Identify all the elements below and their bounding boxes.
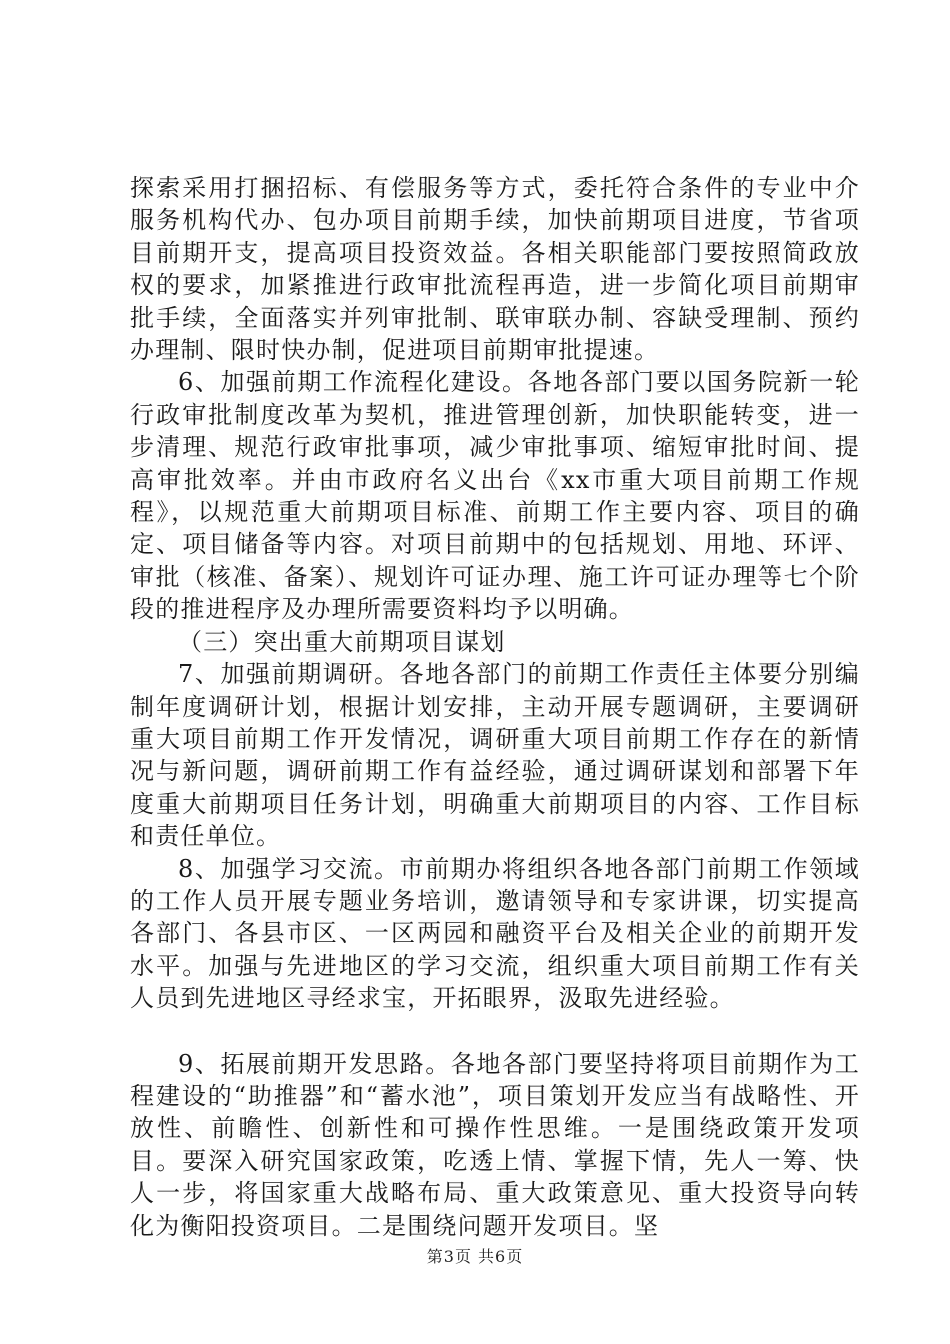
page-number-label: 第3页 共6页: [426, 1247, 524, 1266]
section-heading-3: （三）突出重大前期项目谋划: [178, 627, 506, 656]
paragraph-item-7: 7、加强前期调研。各地各部门的前期工作责任主体要分别编制年度调研计划，根据计划安排，主动开展专题调研，主要调研重大项目前期工作开发情况，调研重大项目前期工作存在的新情况与新问题，调研前期工作有益经验，通过调研谋划和部署下年度重大前期项目任务计划，明确重大前期项目的内容、工作目标和责任单位。: [130, 660, 860, 851]
page-footer: [0, 1244, 950, 1267]
paragraph-continued: 探索采用打捆招标、有偿服务等方式，委托符合条件的专业中介服务机构代办、包办项目前期手续，加快前期项目进度，节省项目前期开支，提高项目投资效益。各相关职能部门要按照简政放权的要求，加紧推进行政审批流程再造，进一步简化项目前期审批手续，全面落实并列审批制、联审联办制、容缺受理制、预约办理制、限时快办制，促进项目前期审批提速。: [130, 174, 860, 365]
document-body: [130, 172, 860, 1242]
paragraph-item-6: 6、加强前期工作流程化建设。各地各部门要以国务院新一轮行政审批制度改革为契机，推进管理创新，加快职能转变，进一步清理、规范行政审批事项，减少审批事项、缩短审批时间、提高审批效率。并由市政府名义出台《xx市重大项目前期工作规程》，以规范重大前期项目标准、前期工作主要内容、项目的确定、项目储备等内容。对项目前期中的包括规划、用地、环评、审批（核准、备案）、规划许可证办理、施工许可证办理等七个阶段的推进程序及办理所需要资料均予以明确。: [130, 368, 860, 624]
paragraph-item-8: 8、加强学习交流。市前期办将组织各地各部门前期工作领域的工作人员开展专题业务培训，邀请领导和专家讲课，切实提高各部门、各县市区、一区两园和融资平台及相关企业的前期开发水平。加强与先进地区的学习交流，组织重大项目前期工作有关人员到先进地区寻经求宝，开拓眼界，汲取先进经验。: [130, 854, 860, 1013]
paragraph-item-9: 9、拓展前期开发思路。各地各部门要坚持将项目前期作为工程建设的“助推器”和“蓄水池”，项目策划开发应当有战略性、开放性、前瞻性、创新性和可操作性思维。一是围绕政策开发项目。要深入研究国家政策，吃透上情、掌握下情，先人一筹、快人一步，将国家重大战略布局、重大政策意见、重大投资导向转化为衡阳投资项目。二是围绕问题开发项目。坚: [130, 1049, 860, 1240]
